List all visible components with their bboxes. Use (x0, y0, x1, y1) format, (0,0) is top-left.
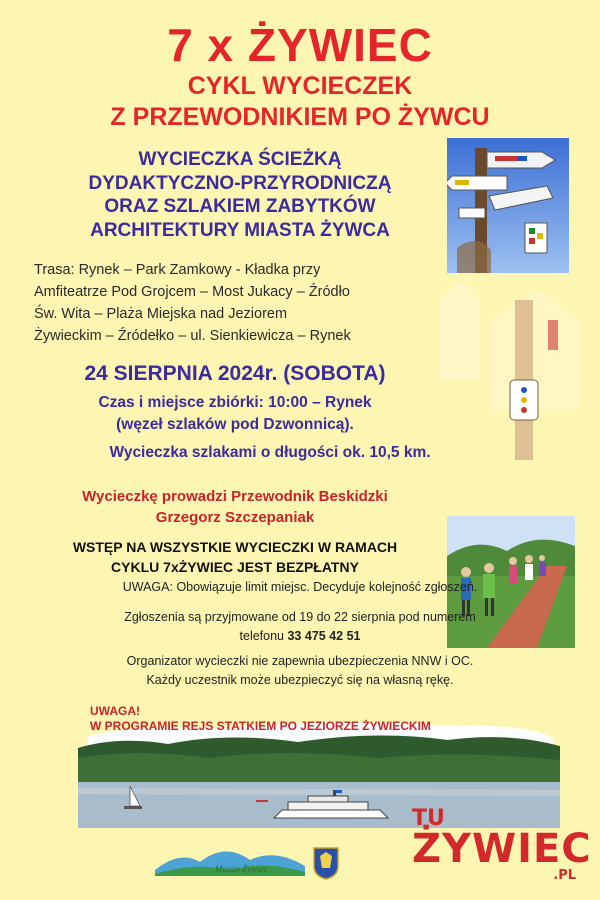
logo-name-text: ŻYWIEC (412, 826, 592, 872)
logo-tu-text: TU (412, 806, 445, 831)
event-subtitle-guide: Z PRZEWODNIKIEM PO ŻYWCU (110, 103, 490, 131)
event-subtitle-series: CYKL WYCIECZEK (187, 72, 413, 100)
event-title: 7 x ŻYWIEC (167, 19, 433, 71)
boat-trip-notice (90, 704, 431, 734)
free-entry-line: CYKLU 7xŻYWIEC JEST BEZPŁATNY (111, 559, 359, 575)
guide-name: Grzegorz Szczepaniak (155, 509, 315, 526)
phone-label: telefonu (239, 629, 288, 643)
city-logo-text: Miasto Żywiec (215, 864, 268, 874)
meeting-time-place: Czas i miejsce zbiórki: 10:00 – Rynek (98, 394, 372, 411)
insurance-line: Organizator wycieczki nie zapewnia ubezpieczenia NNW i OC. (126, 654, 474, 668)
free-entry-notice (0, 537, 470, 577)
logo-pl-text: .PL (553, 868, 576, 883)
route-line: Św. Wita – Plaża Miejska nad Jeziorem (34, 306, 288, 322)
boat-notice-text: W PROGRAMIE REJS STATKIEM PO JEZIORZE ŻYWIECKIM (90, 719, 431, 733)
trip-heading-line: ORAZ SZLAKIEM ZABYTKÓW (104, 196, 376, 217)
insurance-line: Każdy uczestnik może ubezpieczyć się na własną rękę. (146, 673, 454, 687)
guide-info (0, 486, 470, 528)
signpost-photo (447, 138, 569, 273)
coat-of-arms-icon (312, 846, 340, 880)
tuzywiec-logo[interactable] (412, 806, 592, 886)
registration-phone-line (0, 627, 600, 646)
route-line: Trasa: Rynek – Park Zamkowy - Kładka przy (34, 262, 321, 278)
trip-length: Wycieczka szlakami o długości ok. 10,5 km. (109, 444, 431, 461)
registration-info (0, 608, 600, 646)
meeting-info (0, 392, 470, 436)
boat-notice-label: UWAGA! (90, 704, 140, 718)
event-date: 24 SIERPNIA 2024r. (SOBOTA) (84, 362, 386, 385)
route-line: Żywieckim – Źródełko – ul. Sienkiewicza – Rynek (34, 328, 351, 344)
trip-heading-line: WYCIECZKA ŚCIEŻKĄ (138, 149, 342, 170)
route-line: Amfiteatrze Pod Grojcem – Most Jukacy – Źródło (34, 284, 350, 300)
trip-heading-line: ARCHITEKTURY MIASTA ŻYWCA (90, 219, 390, 241)
route-description (34, 259, 434, 347)
trip-heading-line: DYDAKTYCZNO-PRZYRODNICZĄ (88, 172, 392, 194)
limit-notice: UWAGA: Obowiązuje limit miejsc. Decyduje kolejność zgłoszeń. (122, 580, 478, 594)
trip-heading (20, 148, 460, 242)
guide-role: Wycieczkę prowadzi Przewodnik Beskidzki (82, 488, 388, 505)
phone-number[interactable]: 33 475 42 51 (287, 629, 361, 643)
registration-dates: Zgłoszenia są przyjmowane od 19 do 22 sierpnia pod numerem (124, 610, 476, 624)
free-entry-line: WSTĘP NA WSZYSTKIE WYCIECZKI W RAMACH (72, 539, 398, 555)
insurance-notice (0, 652, 600, 690)
meeting-location-detail: (węzeł szlaków pod Dzwonnicą). (116, 416, 354, 433)
